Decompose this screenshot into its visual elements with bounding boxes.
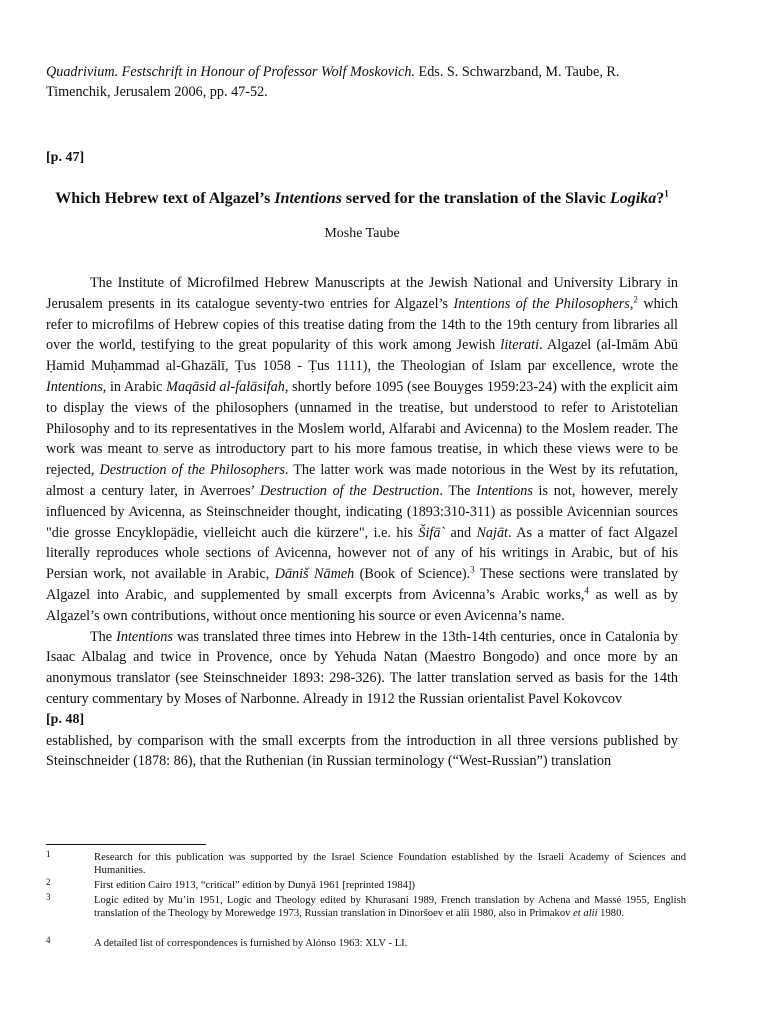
footnote-ref: 3 (470, 564, 475, 575)
footnote (46, 894, 686, 921)
footnote-ref: 4 (584, 585, 589, 596)
footnote-text: A detailed list of correspondences is furnished by Alónso 1963: XLV - LI. (94, 938, 408, 949)
title-italic: Intentions (274, 190, 342, 207)
paragraph: established, by comparison with the small excerpts from the introduction in all three versions published by Steinschneider (1878: 86), that the Ruthenian (in Russian terminology (“West-Russian”) translation (46, 732, 678, 770)
footnote-text: Logic edited by Mu’in 1951, Logic and Theology edited by Khurasani 1989, French translation by Achena and Massé 1955, English translation of the Theology by Morewedge 1973, Russian translation in Dinoršoev et alii 1980, also in Primakov et alii 1980. (94, 895, 686, 920)
page-marker: [p. 47] (46, 150, 85, 165)
footnote-ref: 2 (633, 294, 638, 305)
citation-journal: Quadrivium. Festschrift in Honour of Professor Wolf Moskovich. (46, 64, 415, 80)
citation (46, 62, 678, 102)
footnote (46, 851, 686, 878)
title-text: Which Hebrew text of Algazel’s (55, 190, 275, 207)
footnote-number: 1 (46, 849, 51, 859)
paper-title (46, 188, 678, 210)
paragraph: The Institute of Microfilmed Hebrew Manuscripts at the Jewish National and University Library in Jerusalem presents in its catalogue seventy-two entries for Algazel’s Intentions of the Philosophers,$^2$ which refer to microfilms of Hebrew copies of this treatise dating from the 14th to the 19th century from libraries all over the world, testifying to the great popularity of this work among Jewish literati. Algazel (al-Imām Abū Ḥamid Muḥammad al-Ghazālī, Ṭus 1058 - Ṭus 1111), the Theologian of Islam par excellence, wrote the Intentions, in Arabic Maqāsid al-falāsifah, shortly before 1095 (see Bouyges 1959:23-24) with the explicit aim to display the views of the philosophers (unnamed in the treatise, but understood to refer to Aristotelian Philosophy and to its representatives in the Moslem world, Alfarabi and Avicenna) to the Moslem reader. The work was meant to serve as introductory part to his more famous treatise, in which these views were to be rejected, Destruction of the Philosophers. The latter work was made notorious in the West by its refutation, almost a century later, in Averroes’ Destruction of the Destruction. The Intentions is not, however, merely influenced by Avicenna, as Steinschneider thought, indicating (1893:310-311) as possible Avicennian sources "die grosse Encyklopädie, vielleicht auch die kürzere", i.e. his Šifā` and Najāt. As a matter of fact Algazel literally reproduces whole sections of Avicenna, however not of any of his writings in Arabic, but of his Persian work, not available in Arabic, Dāniš Nāmeh (Book of Science).$^3$ These sections were translated by Algazel into Arabic, and supplemented by small excerpts from Avicenna’s Arabic works,$^4$ as well as by Algazel’s own contributions, without once mentioning his source or even Avicenna’s name. (46, 275, 679, 624)
title-italic: Logika (610, 190, 657, 207)
footnote-ref: 1 (664, 188, 669, 199)
paragraph: The Intentions was translated three times into Hebrew in the 13th-14th centuries, once in Catalonia by Isaac Albalag and twice in Provence, once by Yehuda Natan (Maestro Bongodo) and once more by an anonymous translator (see Steinschneider 1893: 298-326). The latter translation served as basis for the 14th century commentary by Moses of Narbonne. Already in 1912 the Russian orientalist Pavel Kokovcov (46, 628, 678, 707)
footnote-number: 3 (46, 892, 51, 902)
citation-details: Eds. S. Schwarzband, M. Taube, R. Timenchik, Jerusalem 2006, pp. 47-52. (46, 64, 620, 100)
page-marker: [p. 48] (46, 711, 85, 727)
title-text: ? (656, 190, 665, 207)
footnote-text: First edition Cairo 1913, “critical” edition by Dunyā 1961 [reprinted 1984]) (94, 880, 415, 891)
author: Moshe Taube (324, 226, 400, 241)
footnote-text: Research for this publication was supported by the Israel Science Foundation established by the Israeli Academy of Sciences and Humanities. (94, 852, 686, 877)
footnote-divider (46, 844, 206, 845)
footnote-number: 2 (46, 877, 51, 887)
footnote (46, 937, 686, 950)
title-text: served for the translation of the Slavic (341, 190, 611, 207)
footnote (46, 879, 686, 892)
page-content (46, 62, 678, 772)
footnote-number: 4 (46, 935, 51, 945)
